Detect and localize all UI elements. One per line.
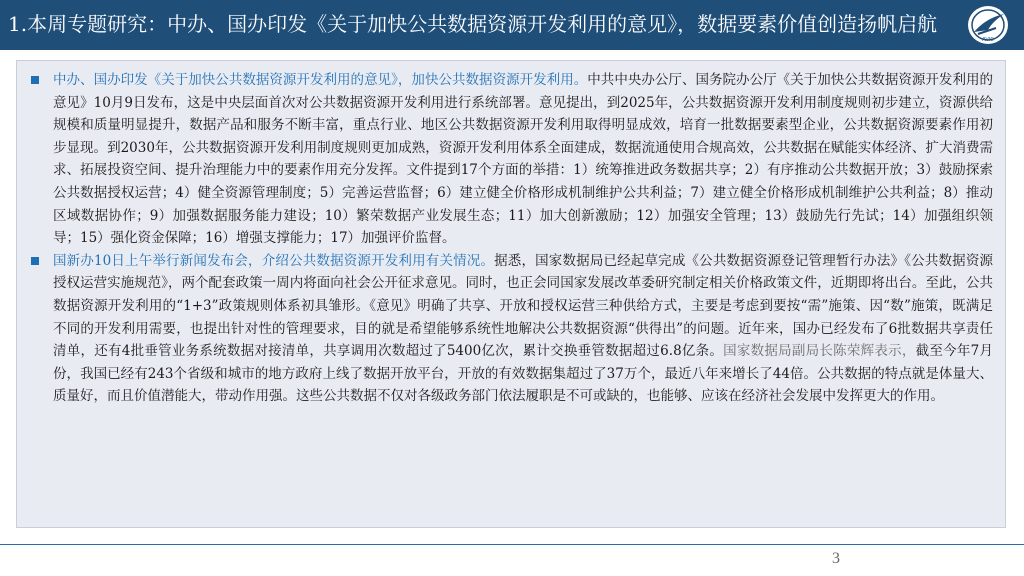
paragraph-lead: 中办、国办印发《关于加快公共数据资源开发利用的意见》，加快公共数据资源开发利用。 (53, 72, 588, 88)
page-number: 3 (832, 550, 840, 567)
paragraph-body: 中共中央办公厅、国务院办公厅《关于加快公共数据资源开发利用的意见》10月9日发布，这是中央层面首次对公共数据资源开发利用进行系统部署。意见提出，到2025年，公共数据资源开发利用制度规则初步建立，资源供给规模和质量明显提升，数据产品和服务不断丰富，重点行业、地区公共数据资源开发利用取得明显成效，培育一批数据要素型企业，公共数据资源要素作用初步显现。到2030年，公共数据资源开发利用制度规则更加成熟，资源开发利用体系全面建成，数据流通使用合规高效，公共数据在赋能实体经济、扩大消费需求、拓展投资空间、提升治理能力中的要素作用充分发挥。文件提到17个方面的举措：1）统筹推进政务数据共享；2）有序推动公共数据开放；3）鼓励探索公共数据授权运营；4）健全资源管理制度；5）完善运营监督；6）建立健全价格形成机制维护公共利益；7）建立健全价格形成机制维护公共利益；8）推动区域数据协作；9）加强数据服务能力建设；10）繁荣数据产业发展生态；11）加大创新激励；12）加强安全管理；13）鼓励先行先试；14）加强组织领导；15）强化资金保障；16）增强支撑能力；17）加强评价监督。 (53, 72, 994, 247)
paragraph-quote-attribution: 国家数据局副局长陈荣辉表示， (723, 343, 916, 360)
bullet-paragraph-2 (31, 250, 993, 408)
aircraft-logo-icon (966, 4, 1010, 46)
paragraph-body: 据悉，国家数据局已经起草完成《公共数据资源登记管理暂行办法》《公共数据资源授权运营实施规范》，两个配套政策一周内将面向社会公开征求意见。同时，也正会同国家发展改革委研究制定相关价格政策文件，近期即将出台。至此，公共数据资源开发利用的“1+3”政策规则体系初具雏形。《意见》明确了共享、开放和授权运营三种供给方式，主要是考虑到要按“需”施策、因“数”施策，既满足不同的开发利用需要，也提出针对性的管理要求，目的就是希望能够系统性地解决公共数据资源“供得出”的问题。近年来，国办已经发布了6批数据共享责任清单，还有4批垂管业务系统数据对接清单，共享调用次数超过了5400亿次，累计交换垂管数据超过6.8亿条。 (53, 252, 993, 360)
title-bar (0, 0, 1024, 50)
paragraph-lead: 国新办10日上午举行新闻发布会，介绍公共数据资源开发利用有关情况。 (53, 252, 495, 269)
footer-divider (0, 544, 1024, 545)
svg-text:AVIC: AVIC (982, 37, 994, 43)
content-panel (16, 60, 1006, 528)
square-bullet-icon (31, 76, 39, 84)
square-bullet-icon (31, 257, 39, 265)
bullet-paragraph-1 (31, 69, 993, 250)
page-title: 1.本周专题研究：中办、国办印发《关于加快公共数据资源开发利用的意见》，数据要素价值创造扬帆启航 (8, 12, 938, 36)
paragraph-tail: 截至今年7月份，我国已经有243个省级和城市的地方政府上线了数据开放平台，开放的有效数据集超过了37万个，最近八年来增长了44倍。公共数据的特点就是体量大、质量好，而且价值潜能大，带动作用强。这些公共数据不仅对各级政务部门依法履职是不可或缺的，也能够、应该在经济社会发展中发挥更大的作用。 (53, 343, 993, 405)
